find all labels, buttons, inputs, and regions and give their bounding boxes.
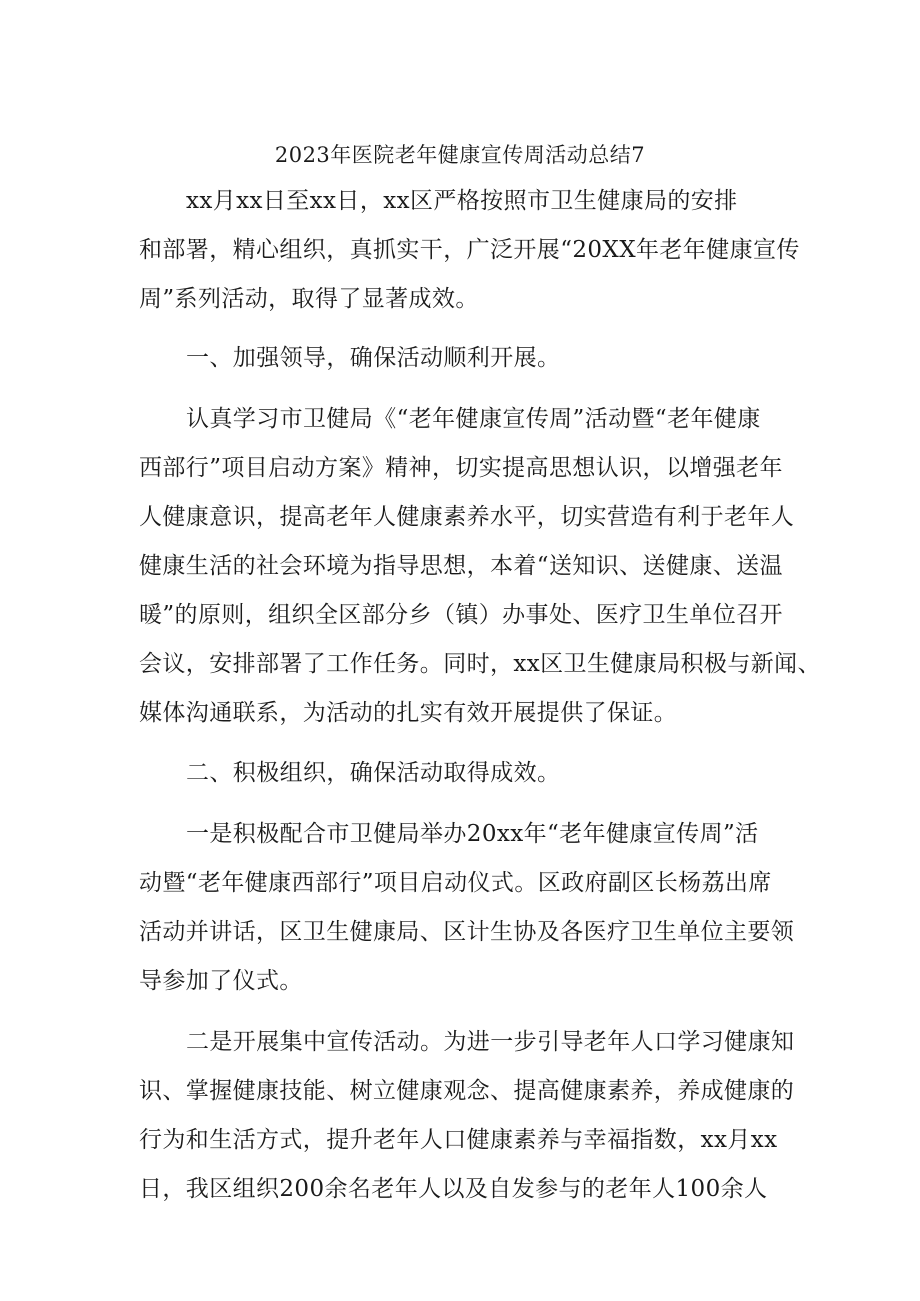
paragraph-1-line-3: 周”系列活动，取得了显著成效。 — [139, 286, 479, 312]
section-heading-2: 二、积极组织，确保活动取得成效。 — [186, 760, 561, 786]
paragraph-2-line-1: 认真学习市卫健局《“老年健康宣传周”活动暨“老年健康 — [186, 406, 761, 432]
paragraph-4-line-1: 二是开展集中宣传活动。为进一步引导老年人口学习健康知 — [186, 1029, 795, 1055]
paragraph-3-line-3: 活动并讲话，区卫生健康局、区计生协及各医疗卫生单位主要领 — [139, 919, 795, 945]
paragraph-2-line-5: 暖”的原则，组织全区部分乡（镇）办事处、医疗卫生单位召开 — [139, 602, 783, 628]
paragraph-4-line-4: 日，我区组织200余名老年人以及自发参与的老年人100余人 — [139, 1176, 768, 1202]
paragraph-2-line-2: 西部行”项目启动方案》精神，切实提高思想认识，以增强老年 — [139, 455, 783, 481]
paragraph-2-line-3: 人健康意识，提高老年人健康素养水平，切实营造有利于老年人 — [139, 504, 795, 530]
paragraph-4-line-3: 行为和生活方式，提升老年人口健康素养与幸福指数，xx月xx — [139, 1127, 778, 1153]
paragraph-2-line-6: 会议，安排部署了工作任务。同时，xx区卫生健康局积极与新闻、 — [139, 651, 821, 677]
paragraph-1-line-2: 和部署，精心组织，真抓实干，广泛开展“20XX年老年健康宣传 — [139, 237, 800, 263]
paragraph-3-line-1: 一是积极配合市卫健局举办20xx年“老年健康宣传周”活 — [186, 821, 759, 847]
paragraph-1-line-1: xx月xx日至xx日，xx区严格按照市卫生健康局的安排 — [186, 188, 738, 214]
paragraph-4-line-2: 识、掌握健康技能、树立健康观念、提高健康素养，养成健康的 — [139, 1078, 795, 1104]
paragraph-3-line-2: 动暨“老年健康西部行”项目启动仪式。区政府副区长杨荔出席 — [139, 870, 772, 896]
section-heading-1: 一、加强领导，确保活动顺利开展。 — [186, 345, 561, 371]
paragraph-3-line-4: 导参加了仪式。 — [139, 968, 303, 994]
document-title: 2023年医院老年健康宣传周活动总结7 — [274, 143, 646, 167]
paragraph-2-line-4: 健康生活的社会环境为指导思想，本着“送知识、送健康、送温 — [139, 553, 783, 579]
paragraph-2-line-7: 媒体沟通联系，为活动的扎实有效开展提供了保证。 — [139, 700, 678, 726]
